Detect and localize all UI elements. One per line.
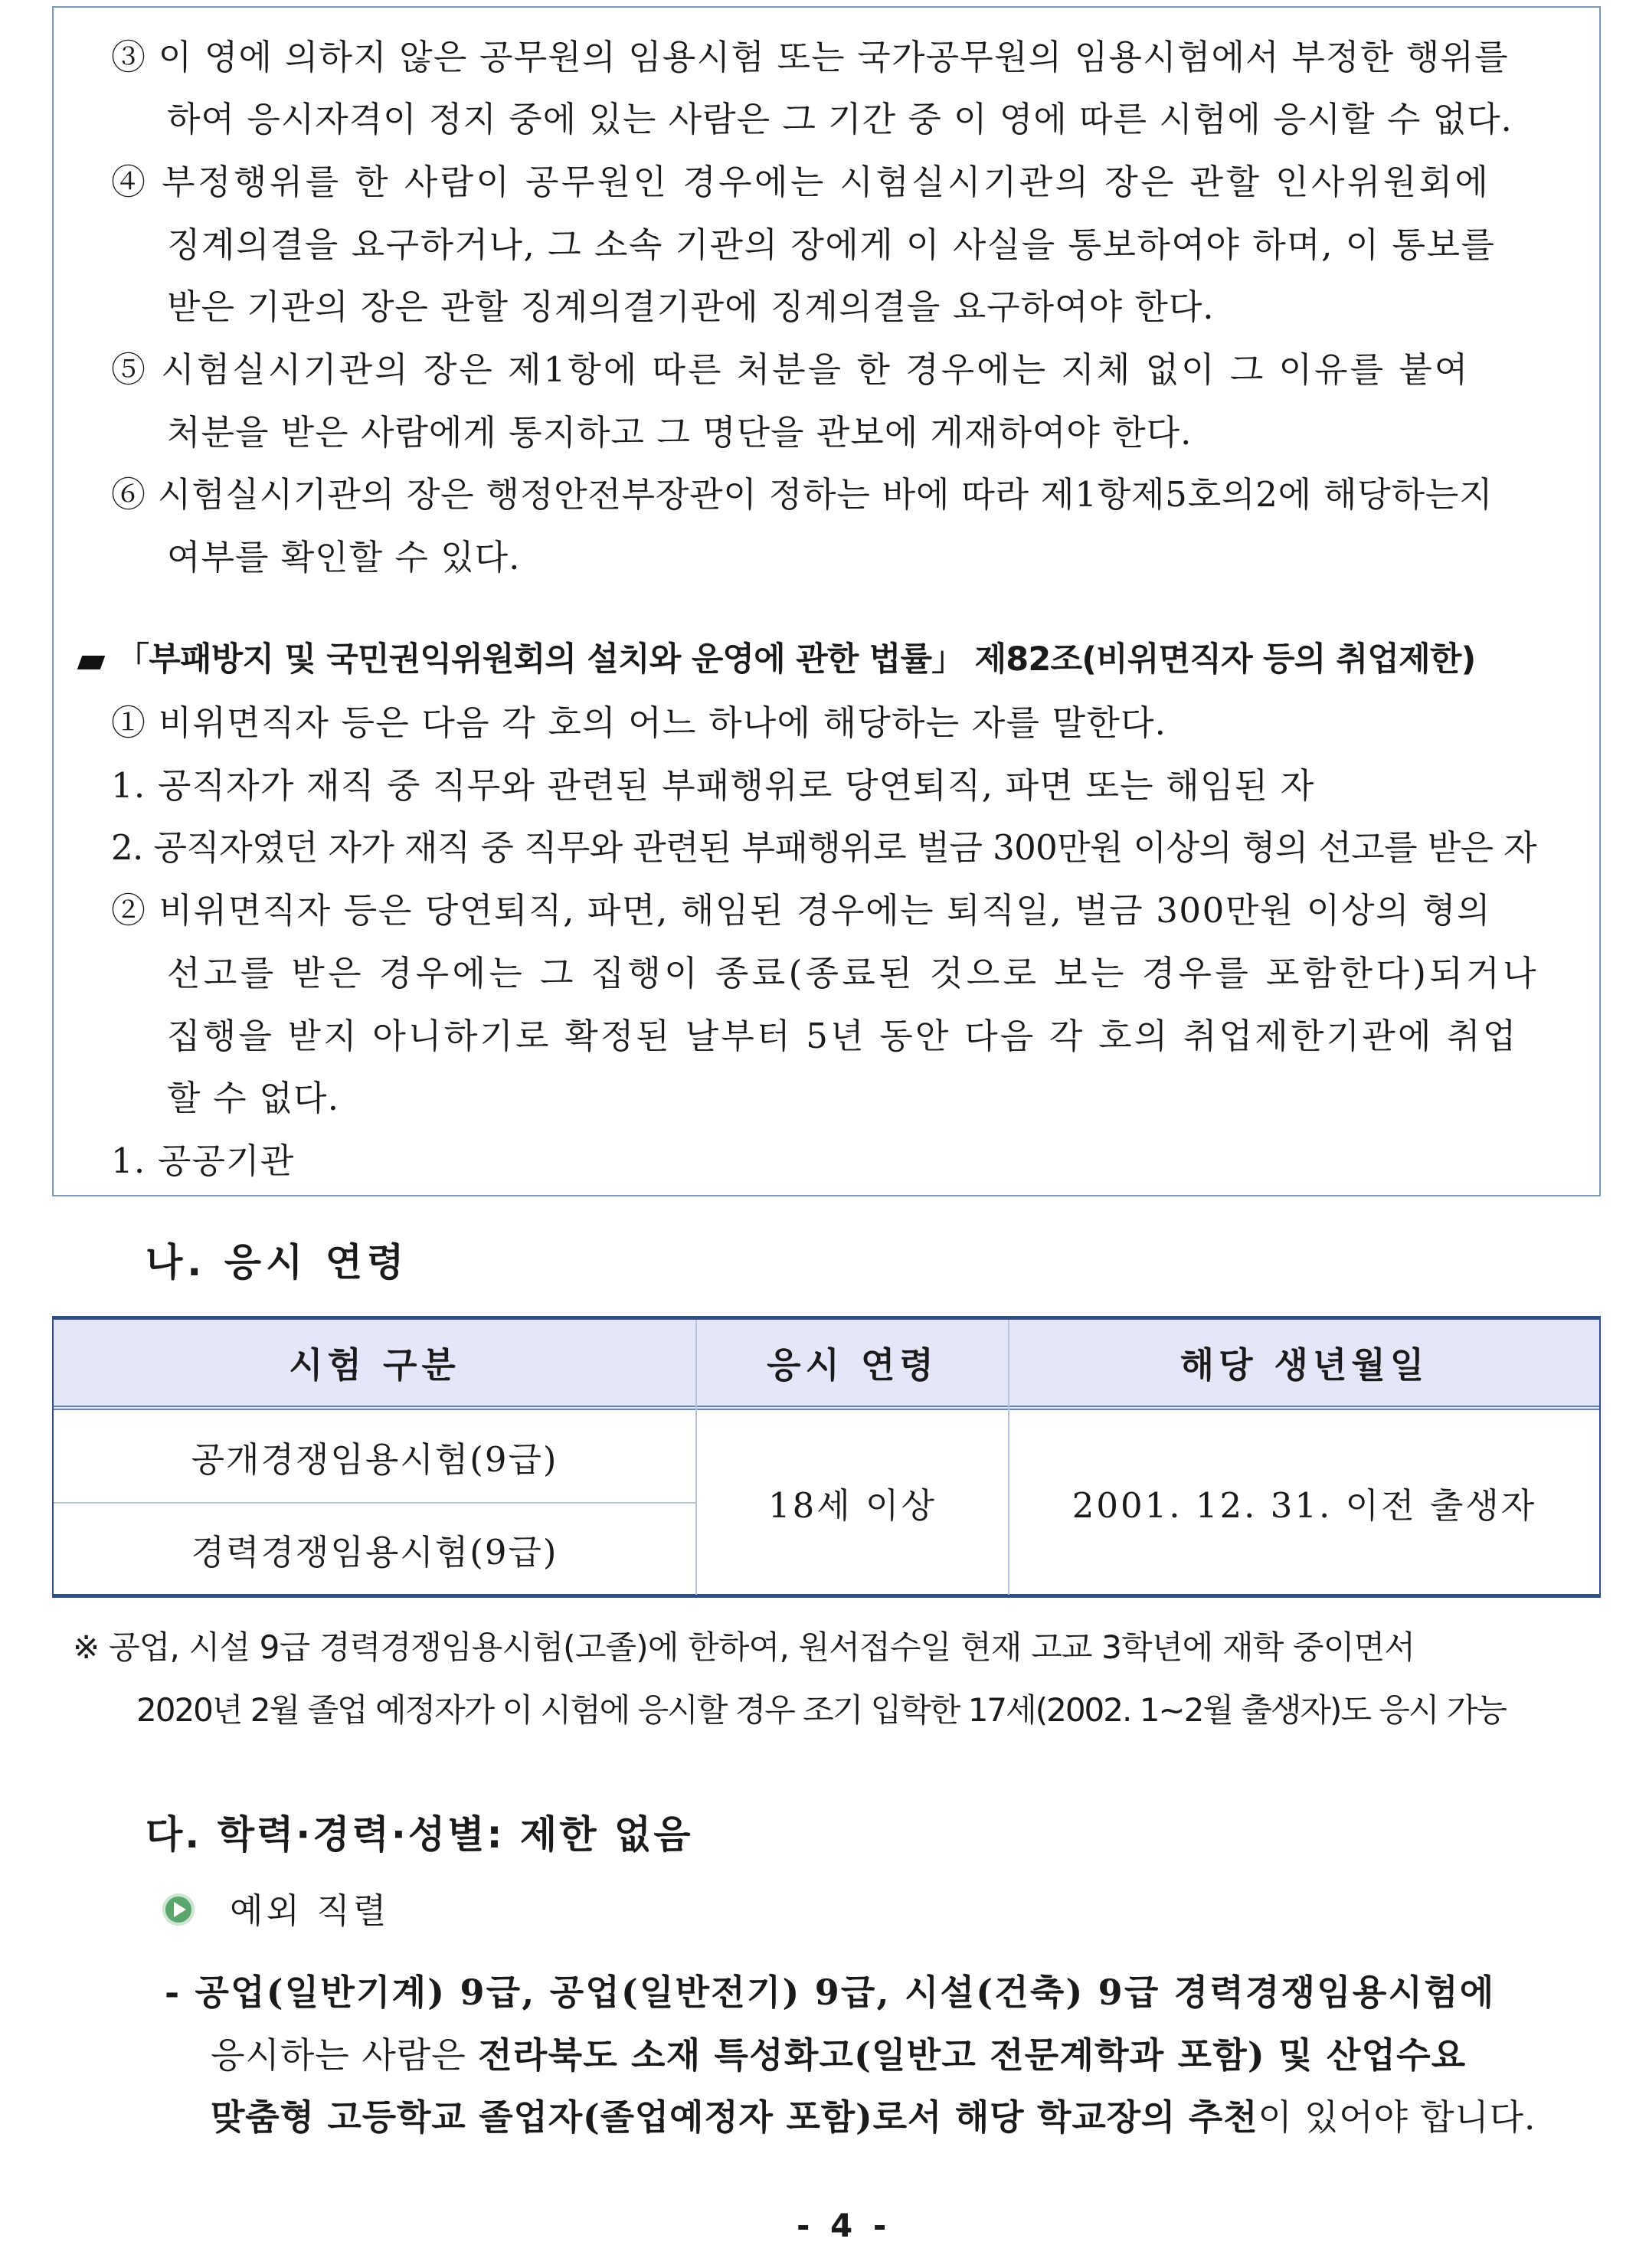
table-header-age: 응시 연령 xyxy=(767,1344,938,1386)
exception-line-3-bold: 맞춤형 고등학교 졸업자(졸업예정자 포함)로서 해당 학교장의 추천 xyxy=(211,2096,1258,2138)
table-cell-birthdate: 2001. 12. 31. 이전 출생자 xyxy=(1072,1485,1537,1526)
note-line-2: 2020년 2월 졸업 예정자가 이 시험에 응시할 경우 조기 입학한 17세(2002. 1~2월 출생자)도 응시 가능 xyxy=(136,1691,1506,1729)
section-heading-education: 다. 학력·경력·성별: 제한 없음 xyxy=(146,1812,693,1857)
para-4-line-1: ④ 부정행위를 한 사람이 공무원인 경우에는 시험실시기관의 장은 관할 인사위원회에 xyxy=(111,162,1491,202)
section-heading-age: 나. 응시 연령 xyxy=(146,1240,409,1285)
table-divider xyxy=(1008,1320,1009,1410)
table-header-exam-type: 시험 구분 xyxy=(289,1344,460,1386)
law-subitem-2: 2. 공직자였던 자가 재직 중 직무와 관련된 부패행위로 벌금 300만원 이상의 형의 선고를 받은 자 xyxy=(111,827,1537,868)
para-5-line-2: 처분을 받은 사람에게 통지하고 그 명단을 관보에 게재하여야 한다. xyxy=(167,412,1193,453)
age-table xyxy=(52,1316,1601,1598)
law-item-1: ① 비위면직자 등은 다음 각 호의 어느 하나에 해당하는 자를 말한다. xyxy=(111,702,1167,743)
exception-line-2-bold: 전라북도 소재 특성화고(일반고 전문계학과 포함) 및 산업수요 xyxy=(478,2034,1467,2076)
para-3-line-1: ③ 이 영에 의하지 않은 공무원의 임용시험 또는 국가공무원의 임용시험에서 부정한 행위를 xyxy=(111,37,1509,77)
exception-line-1: - 공업(일반기계) 9급, 공업(일반전기) 9급, 시설(건축) 9급 경력경쟁임용시험에 xyxy=(165,1972,1496,2013)
law-title: 「부패방지 및 국민권익위원회의 설치와 운영에 관한 법률」 제82조(비위면직자 등의 취업제한) xyxy=(116,640,1476,679)
table-header-row xyxy=(54,1320,1599,1410)
para-4-line-2: 징계의결을 요구하거나, 그 소속 기관의 장에게 이 사실을 통보하여야 하며, 이 통보를 xyxy=(167,224,1496,265)
para-4-line-3: 받은 기관의 장은 관할 징계의결기관에 징계의결을 요구하여야 한다. xyxy=(167,286,1215,327)
para-3-line-2: 하여 응시자격이 정지 중에 있는 사람은 그 기간 중 이 영에 따른 시험에 응시할 수 없다. xyxy=(167,99,1513,139)
exception-line-3-normal: 이 있어야 합니다. xyxy=(1258,2096,1536,2138)
play-arrow-bullet-icon xyxy=(162,1893,195,1926)
table-cell-age: 18세 이상 xyxy=(768,1485,937,1526)
law-item-2-line-2: 선고를 받은 경우에는 그 집행이 종료(종료된 것으로 보는 경우를 포함한다)되거나 xyxy=(167,953,1539,993)
law-subitem-public-agency: 1. 공공기관 xyxy=(111,1141,295,1181)
note-line-1: ※ 공업, 시설 9급 경력경쟁임용시험(고졸)에 한하여, 원서접수일 현재 고교 3학년에 재학 중이면서 xyxy=(73,1628,1415,1666)
law-item-2-line-1: ② 비위면직자 등은 당연퇴직, 파면, 해임된 경우에는 퇴직일, 벌금 300만원 이상의 형의 xyxy=(111,890,1492,931)
exception-line-2 xyxy=(211,2034,1467,2076)
table-cell-career-exam: 경력경쟁임용시험(9급) xyxy=(191,1532,558,1573)
page-number: - 4 - xyxy=(797,2207,892,2244)
exception-line-2-normal: 응시하는 사람은 xyxy=(211,2034,479,2076)
para-6-line-2: 여부를 확인할 수 있다. xyxy=(167,537,521,578)
law-subitem-1: 1. 공직자가 재직 중 직무와 관련된 부패행위로 당연퇴직, 파면 또는 해임된 자 xyxy=(111,765,1315,806)
exception-label: 예외 직렬 xyxy=(230,1890,390,1931)
para-5-line-1: ⑤ 시험실시기관의 장은 제1항에 따른 처분을 한 경우에는 지체 없이 그 이유를 붙여 xyxy=(111,349,1471,390)
table-divider xyxy=(695,1320,697,1410)
para-6-line-1: ⑥ 시험실시기관의 장은 행정안전부장관이 정하는 바에 따라 제1항제5호의2에 해당하는지 xyxy=(111,474,1494,515)
exception-line-3 xyxy=(211,2096,1536,2138)
law-item-2-line-3: 집행을 받지 아니하기로 확정된 날부터 5년 동안 다음 각 호의 취업제한기관에 취업 xyxy=(167,1016,1519,1056)
table-cell-open-exam: 공개경쟁임용시험(9급) xyxy=(191,1438,558,1480)
law-item-2-line-4: 할 수 없다. xyxy=(167,1078,340,1118)
table-header-birthdate: 해당 생년월일 xyxy=(1179,1344,1429,1386)
